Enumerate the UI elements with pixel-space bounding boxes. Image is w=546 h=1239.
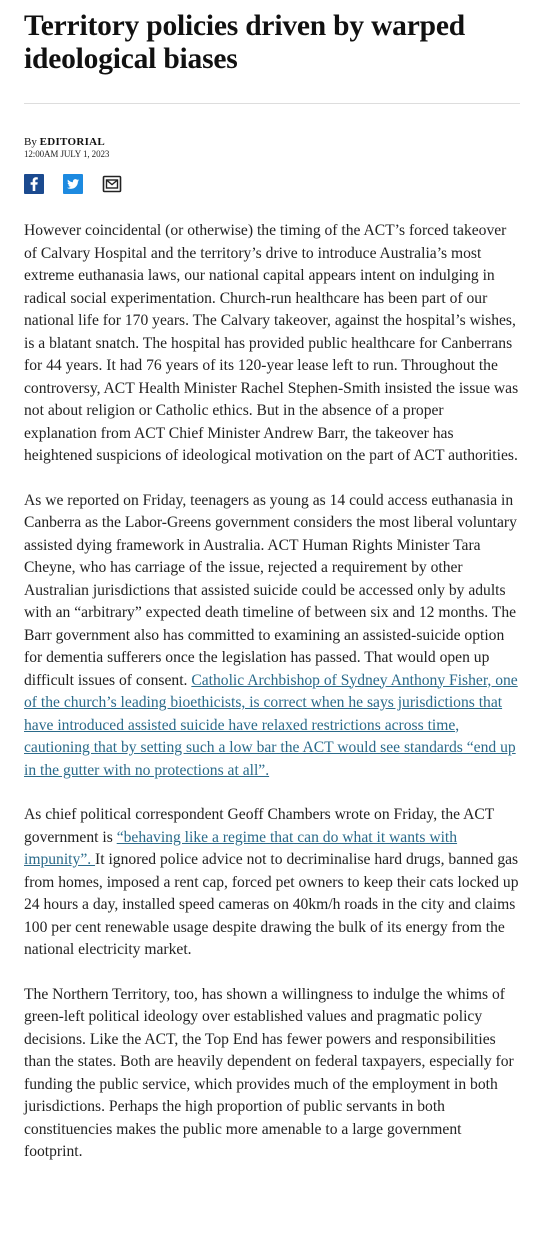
archbishop-fisher-link[interactable]: Catholic Archbishop of Sydney Anthony Fisher, one of the church’s leading bioethicists, is correct when he says jurisdictions that have introduced assisted suicide have relaxed restrictions across time, cautioning that by setting such a low bar the ACT would see standards “end up in the gutter with no protections at all”. xyxy=(24,671,518,779)
twitter-share-button[interactable] xyxy=(63,174,83,194)
share-bar xyxy=(24,174,520,194)
email-share-button[interactable] xyxy=(102,174,122,194)
paragraph-text: As chief political correspondent Geoff Chambers wrote on Friday, the ACT government is xyxy=(24,806,495,846)
publish-date: 12:00AM JULY 1, 2023 xyxy=(24,149,110,159)
paragraph xyxy=(24,804,520,962)
byline xyxy=(24,136,520,149)
twitter-icon xyxy=(63,174,83,194)
paragraph-text: As we reported on Friday, teenagers as young as 14 could access euthanasia in Canberra as the Labor-Greens government considers the most liberal voluntary assisted dying framework in Australia. ACT Human Rights Minister Tara Cheyne, who has carriage of the issue, rejected a requirement by other Australian jurisdictions that assisted suicide could be accessed only by adults with an “arbitrary” expected death timeline of between six and 12 months. The Barr government also has committed to examining an assisted-suicide option for dementia sufferers once the legislation has passed. That would open up difficult issues of consent. xyxy=(24,491,517,689)
paragraph xyxy=(24,490,520,783)
article xyxy=(24,0,520,1186)
facebook-share-button[interactable] xyxy=(24,174,44,194)
author-link[interactable]: EDITORIAL xyxy=(39,136,106,148)
paragraph: The Northern Territory, too, has shown a willingness to indulge the whims of green-left political ideology over established values and pragmatic policy decisions. Like the ACT, the Top End has fewer powers and responsibilities than the states. Both are heavily dependent on federal taxpayers, especially for funding the public service, which provides much of the employment in both jurisdictions. Perhaps the high proportion of public servants in both constituencies makes the public more amenable to a large government footprint. xyxy=(24,985,514,1160)
article-body xyxy=(24,220,520,1164)
byline-prefix: By xyxy=(24,136,37,148)
paragraph-text: It ignored police advice not to decriminalise hard drugs, banned gas from homes, imposed a rent cap, forced pet owners to keep their cats locked up 24 hours a day, installed speed cameras on 40km/h roads in the city and claims 100 per cent renewable usage despite drawing the bulk of its energy from the national electricity market. xyxy=(24,851,519,958)
divider xyxy=(24,103,520,104)
regime-impunity-link[interactable]: “behaving like a regime that can do what it wants with impunity”. xyxy=(24,828,458,868)
paragraph: However coincidental (or otherwise) the timing of the ACT’s forced takeover of Calvary Hospital and the territory’s drive to introduce Australia’s most extreme euthanasia laws, our national capital appears intent on indulging in radical social experimentation. Church-run healthcare has been part of our national life for 170 years. The Calvary takeover, against the hospital’s wishes, is a blatant snatch. The hospital has provided public healthcare for Canberrans for 44 years. It had 76 years of its 120-year lease left to run. Throughout the controversy, ACT Health Minister Rachel Stephen-Smith insisted the issue was not about religion or Catholic ethics. But in the absence of a proper explanation from ACT Chief Minister Andrew Barr, the takeover has heightened suspicions of ideological motivation on the part of ACT authorities. xyxy=(24,222,519,464)
facebook-icon xyxy=(24,174,44,194)
article-headline: Territory policies driven by warped ideological biases xyxy=(24,10,465,75)
email-icon xyxy=(102,174,122,194)
